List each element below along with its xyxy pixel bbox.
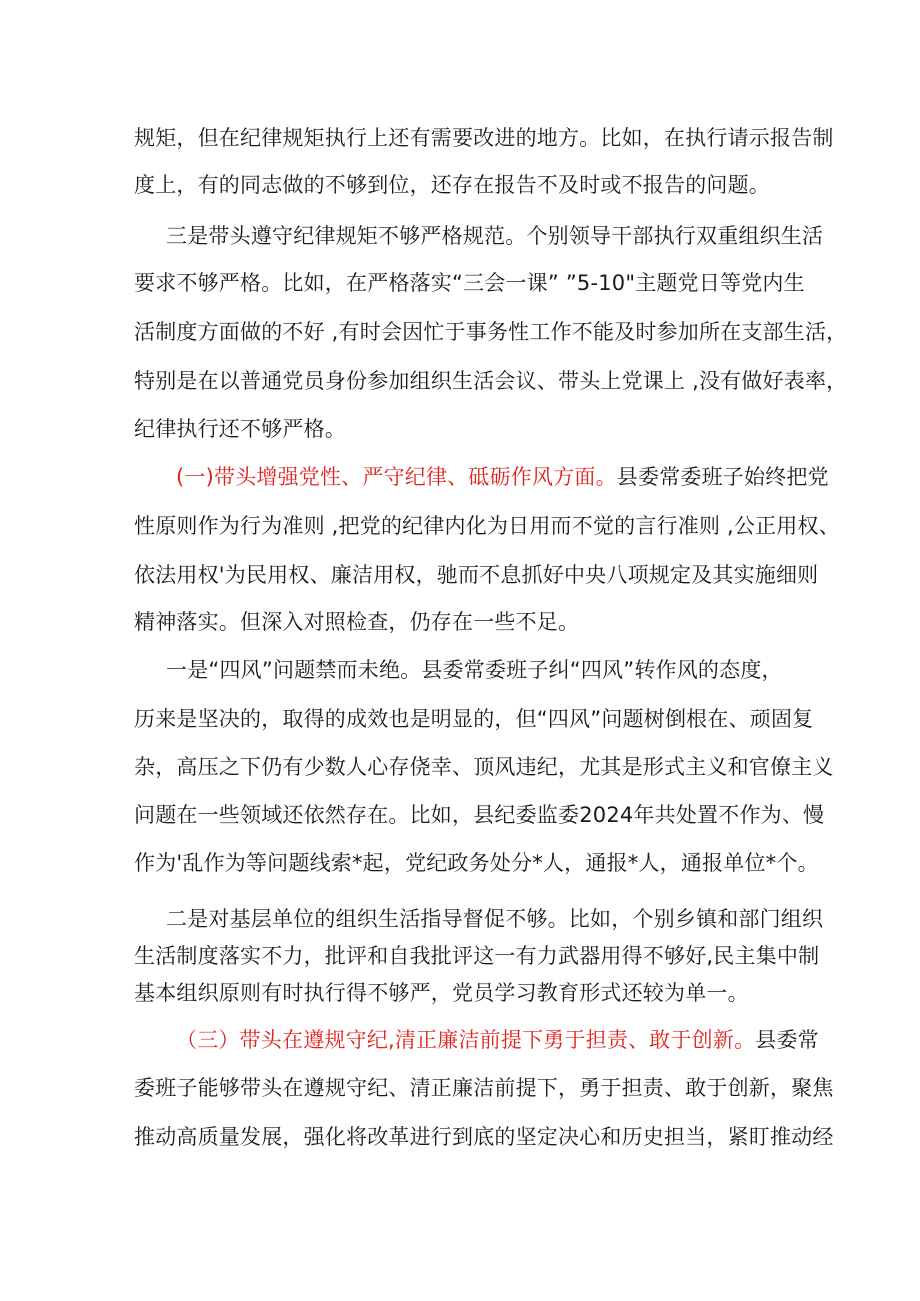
paragraph-line: 精神落实。但深入对照检查，仍存在一些不足。 bbox=[134, 610, 580, 634]
section-three-heading: （三）带头在遵规守纪,清正廉洁前提下勇于担责、敢于创新。 bbox=[176, 1028, 756, 1052]
paragraph-line: 杂，高压之下仍有少数人心存侥幸、顶风违纪，尤其是形式主义和官僚主义 bbox=[134, 755, 834, 779]
paragraph-line: 度上，有的同志做的不够到位，还存在报告不及时或不报告的问题。 bbox=[134, 173, 770, 197]
paragraph-line: 一是“四风”问题禁而未绝。县委常委班子纠“四风”转作风的态度， bbox=[166, 658, 783, 682]
paragraph-line: 历来是坚决的，取得的成效也是明显的，但“四风”问题树倒根在、顽固复 bbox=[134, 707, 814, 731]
paragraph-line: 活制度方面做的不好 ,有时会因忙于事务性工作不能及时参加所在支部生活， bbox=[134, 320, 848, 344]
paragraph-line: 性原则作为行为准则 ,把党的纪律内化为日用而不觉的言行准则 ,公正用权、 bbox=[134, 514, 840, 538]
section-three-line bbox=[176, 1026, 819, 1054]
paragraph-line: 三是带头遵守纪律规矩不够严格规范。个别领导干部执行双重组织生活 bbox=[166, 224, 824, 248]
paragraph-line: 要求不够严格。比如，在严格落实“三会一课” ”5-10"主题党日等党内生 bbox=[134, 271, 805, 295]
paragraph-line: 生活制度落实不力，批评和自我批评这一有力武器用得不够好,民主集中制 bbox=[134, 944, 820, 968]
paragraph-line: 推动高质量发展，强化将改革进行到底的坚定决心和历史担当，紧盯推动经 bbox=[134, 1125, 834, 1149]
paragraph-line: 委班子能够带头在遵规守纪、清正廉洁前提下，勇于担责、敢于创新，聚焦 bbox=[134, 1076, 834, 1100]
paragraph-line: 问题在一些领域还依然存在。比如，县纪委监委2024年共处置不作为、慢 bbox=[134, 803, 825, 827]
paragraph-line: 规矩，但在纪律规矩执行上还有需要改进的地方。比如，在执行请示报告制 bbox=[134, 126, 834, 150]
paragraph-line: 作为'乱作为等问题线索*起，党纪政务处分*人，通报*人，通报单位*个。 bbox=[134, 851, 819, 875]
section-one-heading: (一)带头增强党性、严守纪律、砥砺作风方面。 bbox=[176, 465, 617, 489]
section-one-line bbox=[176, 463, 829, 491]
section-three-text: 县委常 bbox=[755, 1028, 819, 1052]
paragraph-line: 二是对基层单位的组织生活指导督促不够。比如，个别乡镇和部门组织 bbox=[166, 907, 824, 931]
paragraph-line: 基本组织原则有时执行得不够严，党员学习教育形式还较为单一。 bbox=[134, 981, 749, 1005]
section-one-text: 县委常委班子始终把党 bbox=[616, 465, 829, 489]
paragraph-line: 特别是在以普通党员身份参加组织生活会议、带头上党课上 ,没有做好表率， bbox=[134, 369, 848, 393]
paragraph-line: 依法用权'为民用权、廉洁用权，驰而不息抓好中央八项规定及其实施细则 bbox=[134, 563, 819, 587]
paragraph-line: 纪律执行还不够严格。 bbox=[134, 417, 346, 441]
